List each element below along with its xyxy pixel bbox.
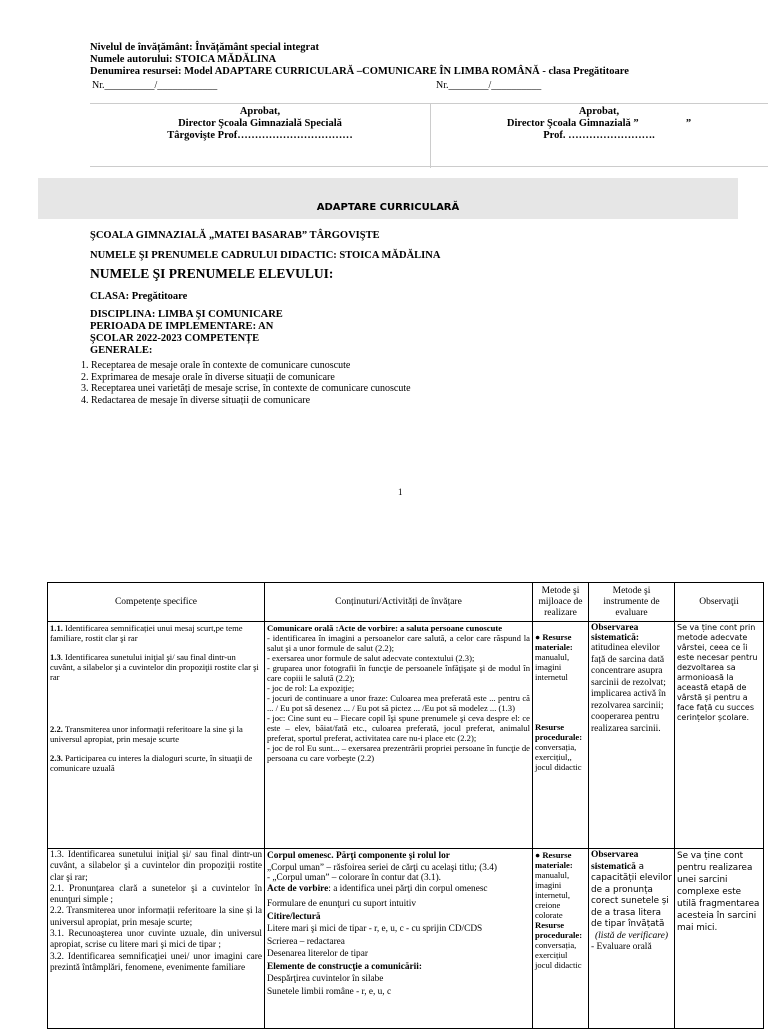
methods-list: manualul, imagini internetul (535, 652, 570, 682)
document-header (90, 42, 629, 78)
competence-number: 2.3. (50, 753, 63, 763)
competence-number: 1.1. (50, 623, 63, 633)
header-cell: Metode şi instrumente de evaluare (589, 583, 675, 622)
class-label: CLASA: Pregătitoare (90, 291, 188, 302)
observation-text: Se va ține cont prin metode adecvate vârstei, ceea ce îi este necesar pentru dezvoltarea sa armonioasă la această etapă de vârstă și pentru a face față cu succes cerințelor școlare. (677, 623, 758, 722)
student-name-label: NUMELE ŞI PRENUMELE ELEVULUI: (90, 266, 334, 281)
content-line: - joc de rol Eu sunt... – exersarea prezentrării propriei persoane în funcţie de persoana cu care vorbeşte (2.2) (267, 743, 530, 763)
content-line: : a identifica unei părţi din corpul omenesc (328, 883, 488, 894)
competence-text: Transmiterea unor informaţii referitoare la sine şi la universul apropiat, prin mesaje scurte (50, 724, 243, 744)
table-header-row (48, 583, 764, 622)
methods-cell (533, 849, 589, 1029)
competence-text: 1.3. Identificarea sunetului iniţial şi/ sau final dintr-un cuvânt, a silabelor şi a cuvintelor din propoziţii rostite clar şi rar; (50, 850, 262, 883)
competence-text: 2.1. Pronunţarea clară a sunetelor şi a cuvintelor în enunţuri simple ; (50, 883, 262, 906)
approval-left (90, 104, 431, 168)
education-level: Nivelul de învățământ: Învățământ special integrat (90, 42, 319, 53)
evaluation-cell (589, 622, 675, 849)
approval-left-line: Director Şcoala Gimnazială Specială (178, 118, 342, 129)
author-name: Numele autorului: STOICA MĂDĂLINA (90, 54, 277, 65)
content-line: Litere mari şi mici de tipar - r, e, u, c - cu sprijin CD/CDS (267, 924, 483, 934)
table-row (48, 849, 764, 1029)
competence-text: 3.2. Identificarea semnificaţiei unei/ unor imagini care prezintă întâmplări, fenomene, evenimente familiare (50, 951, 262, 973)
evaluation-heading: Observarea sistematică: (591, 623, 640, 643)
header-cell: Competențe specifice (48, 583, 265, 622)
content-line: Formulare de enunţuri cu suport intuitiv (267, 899, 416, 909)
discipline-line: DISCIPLINA: LIMBA ŞI COMUNICARE (90, 309, 283, 320)
content-subtitle: Elemente de construcţie a comunicării: (267, 961, 422, 972)
discipline-line: PERIOADA DE IMPLEMENTARE: AN (90, 321, 274, 332)
registration-number-right: Nr.________/__________ (436, 80, 542, 91)
banner-title: ADAPTARE CURRICULARĂ (316, 202, 460, 213)
content-line: - identificarea în imagini a persoanelor care salută, a celor care răspund la salut şi a unor formule de salut (2.2); (267, 633, 530, 653)
discipline-line: ŞCOLAR 2022-2023 COMPETENȚE (90, 333, 260, 344)
content-line: „Corpul uman” – răsfoirea seriei de cărţi cu acelaşi titlu; (3.4) (267, 862, 498, 873)
title-banner (38, 178, 738, 219)
methods-heading: ● Resurse materiale: (535, 850, 586, 870)
competence-text: . Identificarea sunetului iniţial şi/ sau final dintr-un cuvânt, a silabelor şi a cuvintelor din propoziţii rostite clar şi rar (50, 652, 259, 682)
observation-text: Se va ține cont pentru realizarea unei sarcini complexe este utilă fragmentarea acesteia în sarcini mai mici. (677, 851, 760, 933)
approval-right (430, 104, 768, 168)
evaluation-cell (589, 849, 675, 1029)
methods-list: conversația, exercițiul jocul didactic (535, 940, 582, 970)
methods-heading: Resurse procedurale: (535, 920, 583, 940)
competence-item: 3. Receptarea unei varietăți de mesaje scrise, în contexte de comunicare cunoscute (81, 383, 411, 394)
specific-competences-cell (48, 849, 265, 1029)
methods-list: conversația, exercițiul,, jocul didactic (535, 742, 582, 772)
competence-number: 2.2. (50, 724, 63, 734)
content-line: - exersarea unor formule de salut adecvate contextului (2.3); (267, 653, 475, 663)
methods-heading: ● Resurse materiale: (535, 632, 586, 652)
evaluation-heading: Observarea sistematică (591, 850, 639, 872)
approval-right-line: Prof. ……………………. (543, 130, 655, 141)
general-competences-list (81, 360, 411, 406)
content-line: Scrierea – redactarea (267, 936, 345, 947)
content-line: Desenarea literelor de tipar (267, 949, 368, 959)
content-title: Comunicare orală :Acte de vorbire: a saluta persoane cunoscute (267, 623, 503, 633)
school-name: ŞCOALA GIMNAZIALĂ „MATEI BASARAB” TÂRGOVIŞTE (90, 230, 380, 241)
competence-item: 4. Redactarea de mesaje în diverse situații de comunicare (81, 394, 311, 406)
observations-cell (675, 849, 764, 1029)
content-line: Sunetele limbii române - r, e, u, c (267, 986, 392, 997)
approval-left-line: Târgovişte Prof…………………………… (167, 130, 353, 141)
evaluation-text: a capacității elevilor de a pronunța corect sunetele și de a trasa litera de tipar învățată (591, 861, 672, 929)
specific-competences-cell (48, 622, 265, 849)
competence-text: Identificarea semnificației unui mesaj scurt,pe teme familiare, rostit clar şi rar (50, 623, 243, 643)
methods-cell (533, 622, 589, 849)
competence-text: 2.2. Transmiterea unor informații referitoare la sine și la universul apropiat, prin mesaje scurte; (50, 906, 262, 928)
competence-text: Participarea cu interes la dialoguri scurte, în situaţii de comunicare uzuală (50, 753, 253, 773)
header-cell: Conținuturi/Activități de învățare (265, 583, 533, 622)
discipline-block (90, 309, 283, 357)
content-line: - „Corpul uman” – colorare în contur dat (3.1). (267, 872, 441, 883)
content-line: - jocuri de continuare a unor fraze: Culoarea mea preferată este ... pentru că ... / Eu pot să desenez ... / Eu pot să pictez ... /Eu pot să modelez ... (1.3) (267, 693, 530, 713)
resource-name: Denumirea resursei: Model ADAPTARE CURRICULARĂ –COMUNICARE ÎN LIMBA ROMÂNĂ - clasa Pregătitoare (90, 66, 629, 77)
evaluation-text: atitudinea elevilor față de sarcina dată concentrare asupra sarcinii de rezolvat; implicarea activă în rezolvarea sarcinii; cooperarea pentru realizarea sarcinii. (591, 643, 666, 734)
observations-cell (675, 622, 764, 849)
contents-cell (265, 622, 533, 849)
header-cell: Metode şi mijloace de realizare (533, 583, 589, 622)
content-subtitle: Acte de vorbire (267, 883, 329, 894)
approval-right-line: Aprobat, (578, 106, 620, 117)
content-line: - joc de rol: La expoziţie; (267, 683, 355, 693)
content-line: - joc: Cine sunt eu – Fiecare copil îşi spune prenumele şi ceva despre el: ce este – elev, băiat/fată etc., culoarea preferată, jocul preferat, animalul preferat, sportul preferat, activitatea care nu-i place etc (2.2); (267, 713, 530, 743)
competence-number: 1.3 (50, 652, 61, 662)
curriculum-table (47, 582, 764, 1029)
content-line: - gruparea unor fotografii în funcţie de persoanele înfăţişate şi de modul în care copiii le salută (2.2); (267, 663, 530, 683)
content-subtitle: Citire/lectură (267, 911, 321, 922)
content-title: Corpul omenesc. Părţi componente şi rolul lor (267, 851, 450, 861)
header-cell: Observaţii (675, 583, 764, 622)
discipline-line: GENERALE: (90, 345, 153, 356)
evaluation-text: - Evaluare orală (591, 942, 652, 952)
competence-item: 1. Receptarea de mesaje orale în contexte de comunicare cunoscute (81, 360, 351, 371)
teacher-name: NUMELE ŞI PRENUMELE CADRULUI DIDACTIC: STOICA MĂDĂLINA (90, 250, 441, 261)
table-row (48, 622, 764, 849)
competence-item: 2. Exprimarea de mesaje orale în diverse situații de comunicare (81, 371, 335, 383)
approval-block (90, 103, 768, 167)
competence-text: 3.1. Recunoaşterea unor cuvinte uzuale, din universul apropiat, scrise cu litere mari şi mici de tipar ; (50, 929, 262, 951)
methods-heading: Resurse procedurale: (535, 722, 583, 742)
approval-right-line: Director Şcoala Gimnazială ” ” (506, 118, 692, 129)
registration-number-left: Nr.__________/____________ (92, 80, 218, 91)
evaluation-instrument: (listă de verificare) (595, 930, 668, 941)
contents-cell (265, 849, 533, 1029)
approval-left-line: Aprobat, (239, 106, 281, 117)
content-line: Despărţirea cuvintelor în silabe (267, 974, 384, 984)
methods-list: manualul, imagini internetul, creione colorate (535, 870, 571, 920)
page-number: 1 (398, 487, 403, 497)
